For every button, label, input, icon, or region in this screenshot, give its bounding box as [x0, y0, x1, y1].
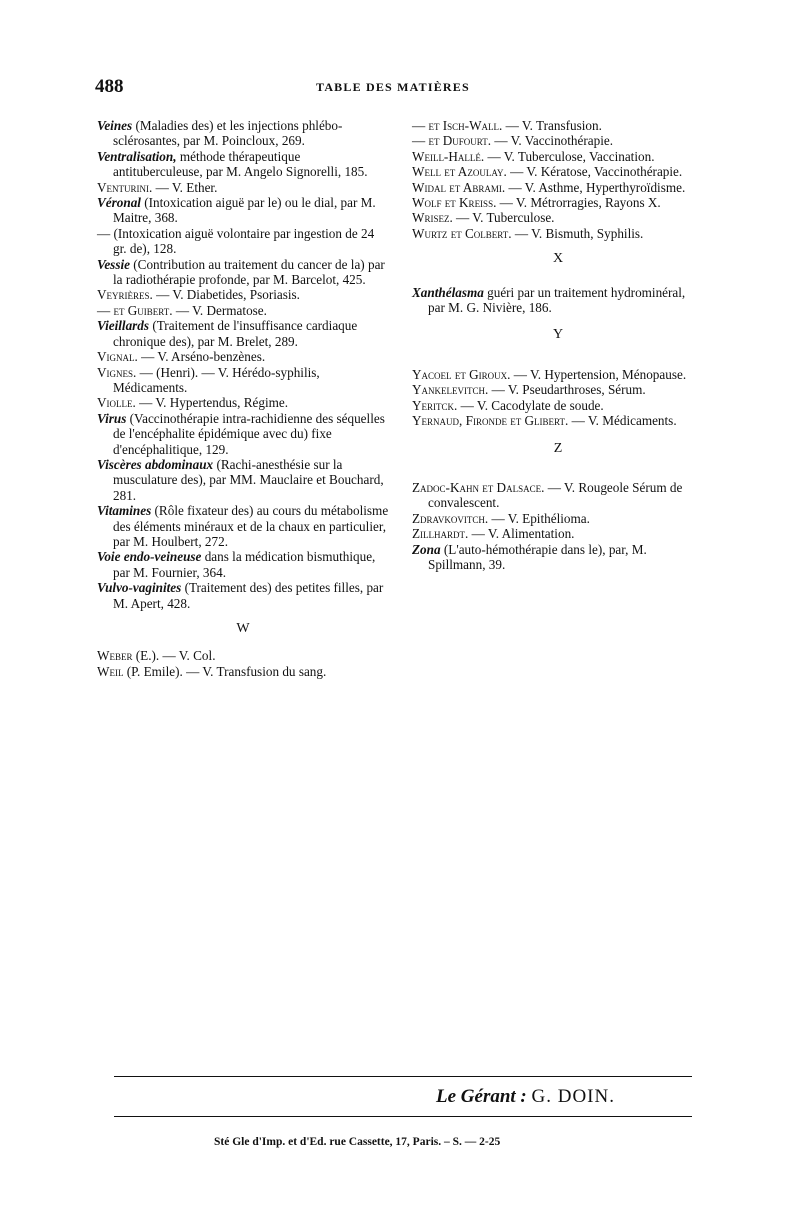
entry-text: — V. Ether. — [155, 179, 218, 195]
section-letter-x: X — [552, 251, 564, 267]
entry-author: — et Isch-Wall. — [412, 118, 503, 133]
entry-text: — V. Epithélioma. — [491, 510, 590, 526]
index-entry — [412, 133, 704, 148]
entry-author: Yacoel et Giroux. — [412, 366, 511, 382]
gerant-name: G. DOIN. — [531, 1086, 615, 1107]
entry-text: (Rôle fixateur des) au cours du métabolisme des éléments minéraux et de la chaux en particulier, par M. Houlbert, 272. — [113, 503, 389, 549]
gerant-label: Le Gérant : — [436, 1086, 527, 1107]
index-entry — [97, 365, 389, 396]
entry-text: (Traitement de l'insuffisance cardiaque chronique des), par M. Brelet, 289. — [113, 318, 358, 349]
index-entry — [97, 303, 389, 318]
entry-author: Weil — [97, 663, 124, 679]
gerant-signature — [436, 1086, 615, 1108]
entry-author: Zillhardt. — [412, 526, 469, 542]
entry-text: — V. Arséno-benzènes. — [141, 349, 266, 365]
index-entry — [97, 180, 389, 195]
entry-author: Zdravkovitch. — [412, 510, 489, 526]
entry-keyword: Vessie — [97, 256, 130, 272]
entry-text: — V. Métrorragies, Rayons X. — [499, 195, 661, 211]
entry-text: méthode thérapeutique antituberculeuse, par M. Angelo Signorelli, 185. — [113, 148, 368, 180]
entry-text: (Maladies des) et les injections phlébo-sclérosantes, par M. Poincloux, 269. — [113, 118, 343, 149]
entry-text: — V. Tuberculose. — [456, 210, 555, 226]
entries-w-right — [412, 118, 704, 241]
entries-z — [412, 480, 704, 572]
index-entry — [97, 318, 389, 349]
index-entry — [412, 195, 704, 210]
entry-author: Yernaud, Fironde et Glibert. — [412, 413, 569, 429]
index-column-left — [97, 118, 389, 679]
index-entry — [97, 287, 389, 302]
index-entry — [412, 367, 704, 382]
footer-rule-bottom — [114, 1116, 692, 1117]
entry-keyword: Véronal — [97, 195, 141, 211]
entry-text: — V. Kératose, Vaccinothérapie. — [510, 164, 683, 180]
entry-author: Wurtz et Colbert. — [412, 225, 512, 241]
entry-author: Vignal. — [97, 349, 138, 365]
index-entry — [97, 349, 389, 364]
entry-keyword: Vitamines — [97, 503, 152, 519]
entry-keyword: Veines — [97, 118, 133, 133]
index-entry — [412, 480, 704, 511]
index-entry — [97, 648, 389, 663]
entry-text: — V. Transfusion. — [505, 118, 602, 133]
section-letter-z: Z — [553, 440, 563, 456]
entry-author: — et Guibert. — [97, 302, 173, 318]
index-entry — [412, 382, 704, 397]
entry-keyword: Ventralisation, — [97, 148, 177, 164]
entry-author: — et Dufourt. — [412, 133, 492, 149]
index-entry — [412, 118, 704, 133]
entry-text: (P. Emile). — V. Transfusion du sang. — [126, 663, 327, 679]
entry-text: (Contribution au traitement du cancer de la) par la radiothérapie profonde, par M. Barcelot, 425. — [113, 256, 385, 288]
entry-keyword: Xanthélasma — [412, 284, 484, 300]
entry-text: — V. Rougeole Sérum de convalescent. — [428, 479, 683, 511]
entry-text: — V. Vaccinothérapie. — [494, 133, 614, 149]
index-entry — [97, 195, 389, 226]
entries-w-left — [97, 648, 389, 679]
entry-keyword: Virus — [97, 410, 127, 426]
entry-author: Vignes. — [97, 364, 137, 380]
entries-v — [97, 118, 389, 611]
entry-text: — (Henri). — V. Hérédo-syphilis, Médicaments. — [113, 364, 320, 395]
section-letter-y: Y — [552, 327, 564, 343]
running-title: TABLE DES MATIÈRES — [316, 80, 470, 94]
index-entry — [412, 164, 704, 179]
index-entry — [412, 180, 704, 195]
entries-x — [412, 285, 704, 316]
entry-author: Widal et Abrami. — [412, 179, 506, 195]
index-entry — [412, 526, 704, 541]
entry-text: — V. Hypertendus, Régime. — [139, 395, 289, 411]
index-entry — [97, 503, 389, 549]
index-entry — [97, 580, 389, 611]
entry-keyword: Voie endo-veineuse — [97, 549, 202, 565]
index-entry — [97, 411, 389, 457]
page-number: 488 — [95, 76, 124, 97]
entry-text: — (Intoxication aiguë volontaire par ingestion de 24 gr. de), 128. — [97, 225, 375, 257]
entry-keyword: Viscères abdominaux — [97, 456, 214, 472]
entry-text: (L'auto-hémothérapie dans le), par, M. Spillmann, 39. — [428, 541, 647, 572]
entry-keyword: Vieillards — [97, 318, 150, 334]
entry-text: — V. Pseudarthroses, Sérum. — [491, 382, 646, 398]
entry-text: — V. Asthme, Hyperthyroïdisme. — [508, 179, 686, 195]
entry-author: Yankelevitch. — [412, 382, 489, 398]
index-entry — [412, 210, 704, 225]
entry-author: Well et Azoulay. — [412, 164, 507, 180]
index-entry — [97, 664, 389, 679]
entries-y — [412, 367, 704, 429]
entry-keyword: Vulvo-vaginites — [97, 580, 182, 596]
printer-imprint: Sté Gle d'Imp. et d'Ed. rue Cassette, 17, Paris. – S. — 2-25 — [214, 1136, 501, 1148]
entry-text: — V. Diabetides, Psoriasis. — [156, 287, 300, 303]
entry-text: guéri par un traitement hydrominéral, par M. G. Nivière, 186. — [428, 284, 686, 316]
entry-text: (Intoxication aiguë par le) ou le dial, par M. Maitre, 368. — [113, 195, 376, 226]
index-entry — [412, 149, 704, 164]
entry-text: — V. Alimentation. — [471, 526, 575, 542]
entry-author: Venturini. — [97, 179, 153, 195]
entry-text: — V. Médicaments. — [571, 413, 677, 429]
entry-text: (Vaccinothérapie intra-rachidienne des séquelles de l'encéphalite épidémique avec du) fixe d'encéphalitique, 129. — [113, 410, 385, 457]
entry-author: Yeritck. — [412, 397, 458, 413]
index-entry — [412, 398, 704, 413]
entry-text: — V. Bismuth, Syphilis. — [514, 225, 644, 241]
entry-text: dans la médication bismuthique, par M. Fournier, 364. — [113, 549, 376, 580]
entry-author: Wolf et Kreiss. — [412, 195, 497, 211]
index-entry — [97, 257, 389, 288]
section-letter-w: W — [236, 621, 250, 636]
entry-text: (Traitement des) des petites filles, par M. Apert, 428. — [113, 580, 384, 611]
index-entry — [412, 542, 704, 573]
index-entry — [97, 226, 389, 257]
index-entry — [412, 285, 704, 316]
entry-text: — V. Cacodylate de soude. — [460, 397, 604, 413]
entry-author: Zadoc-Kahn et Dalsace. — [412, 479, 545, 495]
index-entry — [97, 549, 389, 580]
index-entry — [97, 395, 389, 410]
entry-author: Violle. — [97, 395, 136, 411]
entry-text: — V. Hypertension, Ménopause. — [513, 366, 687, 382]
entry-keyword: Zona — [412, 541, 441, 557]
index-entry — [97, 457, 389, 503]
entry-text: — V. Dermatose. — [175, 302, 267, 318]
entry-author: Wrisez. — [412, 210, 453, 226]
footer-rule-top — [114, 1076, 692, 1077]
index-column-right — [412, 118, 704, 572]
entry-author: Veyrières. — [97, 287, 153, 303]
entry-text: (E.). — V. Col. — [135, 648, 216, 664]
entry-author: Weill-Hallé. — [412, 148, 485, 164]
index-entry — [97, 118, 389, 149]
index-entry — [412, 511, 704, 526]
index-entry — [97, 149, 389, 180]
entry-text: (Rachi-anesthésie sur la musculature des), par MM. Mauclaire et Bouchard, 281. — [113, 456, 384, 503]
index-entry — [412, 413, 704, 428]
index-entry — [412, 226, 704, 241]
entry-author: Weber — [97, 648, 133, 664]
entry-text: — V. Tuberculose, Vaccination. — [487, 148, 655, 164]
